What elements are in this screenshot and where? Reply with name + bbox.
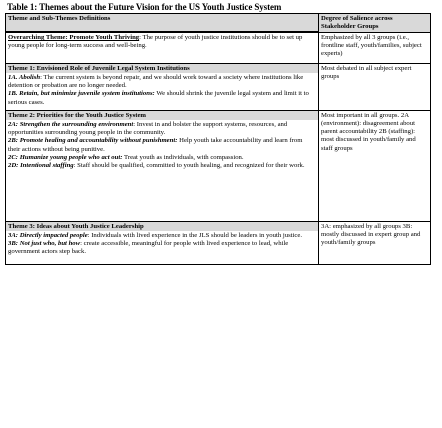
theme2-cell xyxy=(6,111,319,222)
subtheme-1b: 1B. Retain, but minimize juvenile system institutions: We should shrink the juvenile legal system and limit it to serious cases. xyxy=(8,90,309,106)
header-themes: Theme and Sub-Themes Definitions xyxy=(6,14,319,32)
subtheme-2c: 2C: Humanize young people who act out: Treat youth as individuals, with compassion. xyxy=(8,153,244,161)
theme2-salience-cell: Most important in all groups. 2A (environment): disagreement about parent accountability 2B (staffing): most discussed in youth/family and staff groups xyxy=(319,111,431,222)
table-row xyxy=(6,64,431,111)
theme1-title: Theme 1: Envisioned Role of Juvenile Legal System Institutions xyxy=(6,64,318,73)
table-row xyxy=(6,111,431,222)
subtheme-3a: 3A: Directly impacted people: Individuals with lived experience in the JLS should be leaders in youth justice. xyxy=(8,232,302,240)
subtheme-2a: 2A: Strengthen the surrounding environment: Invest in and bolster the support systems, resources, and opportunities surrounding young people in the community. xyxy=(8,121,288,137)
table-row xyxy=(6,33,431,64)
theme3-salience-cell: 3A: emphasized by all groups 3B: mostly discussed in expert group and youth/family groups xyxy=(319,222,431,265)
header-salience: Degree of Salience across Stakeholder Groups xyxy=(319,14,431,33)
subtheme-3b: 3B: Not just who, but how: create accessible, meaningful for people with lived experience to lead, while government actors step back. xyxy=(8,240,289,256)
theme3-title: Theme 3: Ideas about Youth Justice Leadership xyxy=(6,222,318,231)
themes-table xyxy=(5,13,431,265)
overarching-theme-title: Overarching Theme: Promote Youth Thriving xyxy=(8,34,140,42)
table-header-row xyxy=(6,14,431,32)
subtheme-2d: 2D: Intentional staffing: Staff should be qualified, committed to youth healing, and recognized for their work. xyxy=(8,161,305,169)
overarching-salience-cell: Emphasized by all 3 groups (i.e., frontline staff, youth/families, subject experts) xyxy=(319,33,431,64)
table-caption: Table 1: Themes about the Future Vision for the US Youth Justice System xyxy=(7,2,282,12)
theme1-salience-cell: Most debated in all subject expert groups xyxy=(319,64,431,111)
theme3-cell xyxy=(6,222,319,265)
overarching-theme-definition: : The purpose of youth justice institutions should be to set up young people for long-term success and well-being. xyxy=(8,34,303,50)
theme2-title: Theme 2: Priorities for the Youth Justice System xyxy=(6,111,318,120)
table-row xyxy=(6,222,431,265)
theme1-cell xyxy=(6,64,319,111)
subtheme-1a: 1A. Abolish: The current system is beyond repair, and we should work toward a society where institutions like detention or probation are no longer needed. xyxy=(8,74,304,90)
overarching-theme-cell xyxy=(6,33,319,64)
subtheme-2b: 2B: Promote healing and accountability without punishment: Help youth take accountability and learn from their actions without being punitive. xyxy=(8,137,303,153)
